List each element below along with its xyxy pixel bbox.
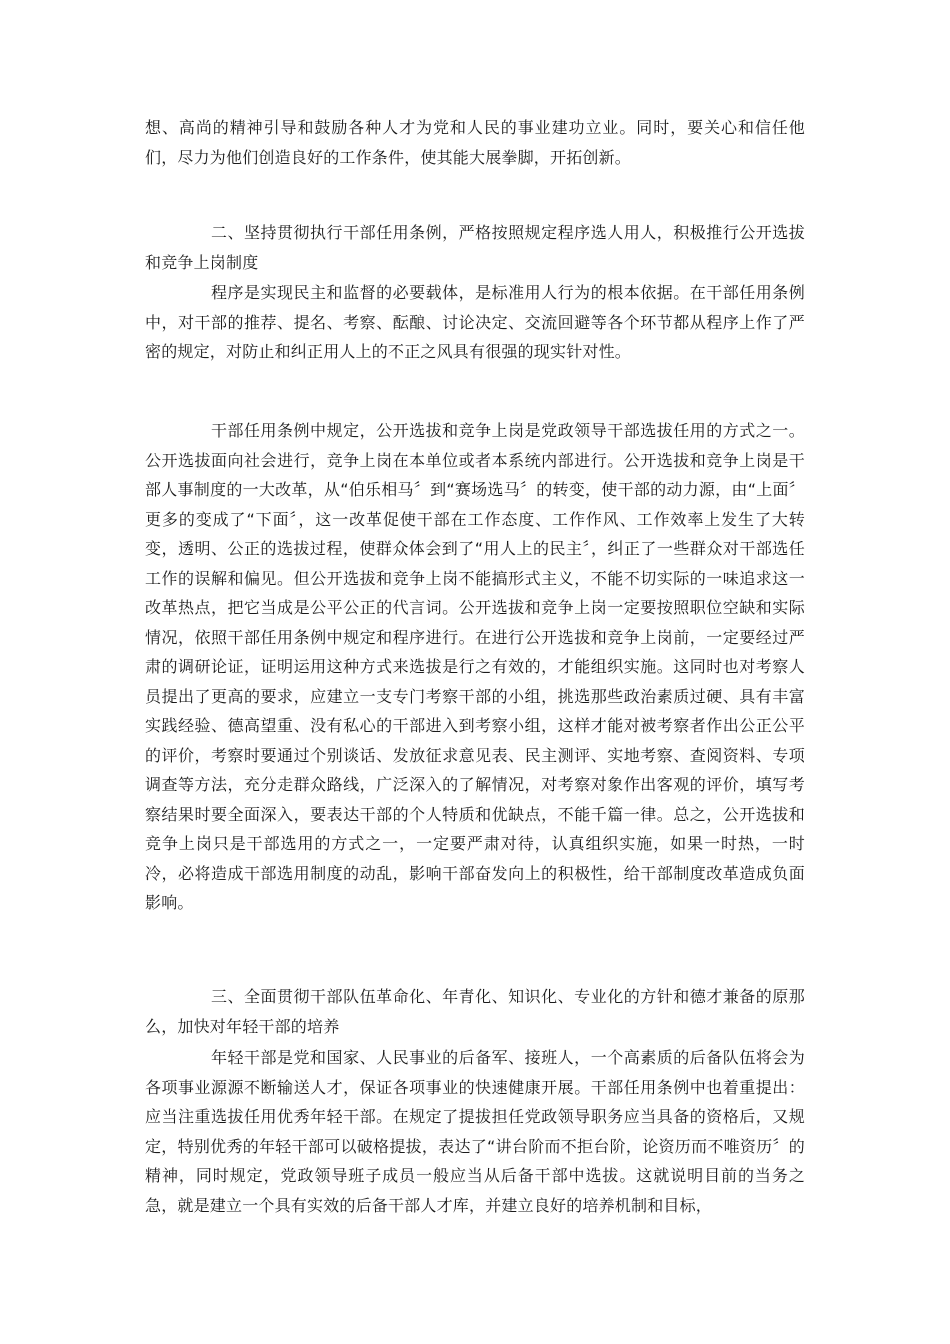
section-three-paragraph: 年轻干部是党和国家、人民事业的后备军、接班人，一个高素质的后备队伍将会为各项事业源源不断输送人才，保证各项事业的快速健康开展。干部任用条例中也着重提出：应当注重选拔任用优秀年轻干部。在规定了提拔担任党政领导职务应当具备的资格后，又规定，特别优秀的年轻干部可以破格提拔，表达了“讲台阶而不拒台阶，论资历而不唯资历〞的精神，同时规定，党政领导班子成员一般应当从后备干部中选拔。这就说明目前的当务之急，就是建立一个具有实效的后备干部人才库，并建立良好的培养机制和目标， [145, 1048, 805, 1215]
section-two-heading: 二、坚持贯彻执行干部任用条例，严格按照规定程序选人用人，积极推行公开选拔和竞争上岗制度 [145, 223, 805, 272]
intro-paragraph: 想、高尚的精神引导和鼓励各种人才为党和人民的事业建功立业。同时，要关心和信任他们，尽力为他们创造良好的工作条件，使其能大展拳脚，开拓创新。 [145, 118, 805, 167]
section-two-body-paragraph: 干部任用条例中规定，公开选拔和竞争上岗是党政领导干部选拔任用的方式之一。公开选拔面向社会进行，竞争上岗在本单位或者本系统内部进行。公开选拔和竞争上岗是干部人事制度的一大改革，从“伯乐相马〞到“赛场选马〞的转变，使干部的动力源，由“上面〞更多的变成了“下面〞，这一改革促使干部在工作态度、工作作风、工作效率上发生了大转变，透明、公正的选拔过程，使群众体会到了“用人上的民主〞，纠正了一些群众对干部选任工作的误解和偏见。但公开选拔和竞争上岗不能搞形式主义，不能不切实际的一味追求这一改革热点，把它当成是公平公正的代言词。公开选拔和竞争上岗一定要按照职位空缺和实际情况，依照干部任用条例中规定和程序进行。在进行公开选拔和竞争上岗前，一定要经过严肃的调研论证，证明运用这种方式来选拔是行之有效的，才能组织实施。这同时也对考察人员提出了更高的要求，应建立一支专门考察干部的小组，挑选那些政治素质过硬、具有丰富实践经验、德高望重、没有私心的干部进入到考察小组，这样才能对被考察者作出公正公平的评价，考察时要通过个别谈话、发放征求意见表、民主测评、实地考察、查阅资料、专项调查等方法，充分走群众路线，广泛深入的了解情况，对考察对象作出客观的评价，填写考察结果时要全面深入，要表达干部的个人特质和优缺点，不能千篇一律。总之，公开选拔和竞争上岗只是干部选用的方式之一，一定要严肃对待，认真组织实施，如果一时热，一时冷，必将造成干部选用制度的动乱，影响干部奋发向上的积极性，给干部制度改革造成负面影响。 [145, 421, 805, 912]
section-two-paragraph: 程序是实现民主和监督的必要载体，是标准用人行为的根本依据。在干部任用条例中，对干部的推荐、提名、考察、酝酿、讨论决定、交流回避等各个环节都从程序上作了严密的规定，对防止和纠正用人上的不正之风具有很强的现实针对性。 [145, 283, 805, 361]
section-three-heading: 三、全面贯彻干部队伍革命化、年青化、知识化、专业化的方针和德才兼备的原那么，加快对年轻干部的培养 [145, 987, 805, 1036]
